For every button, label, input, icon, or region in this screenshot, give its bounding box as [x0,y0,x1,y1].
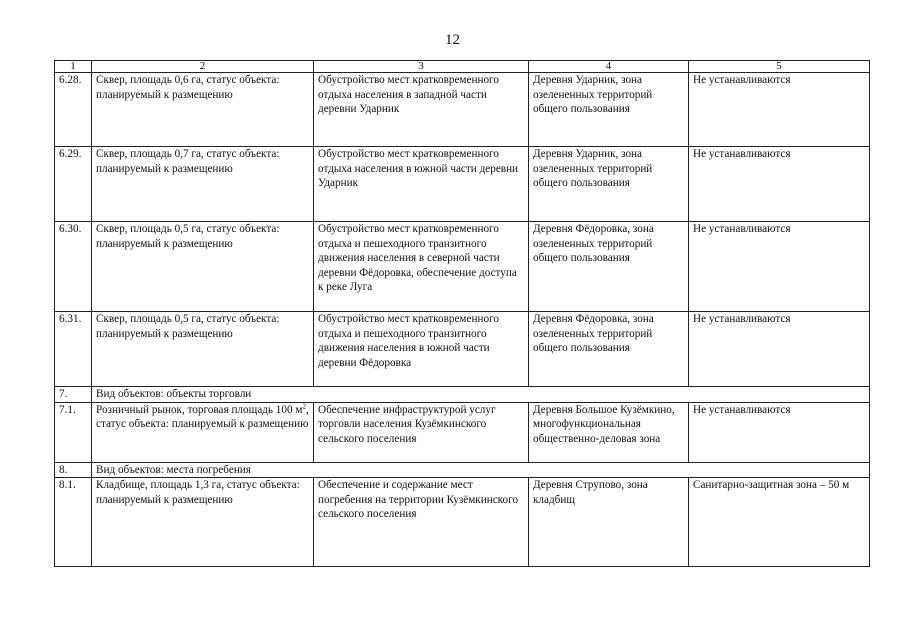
object-description: Кладбище, площадь 1,3 га, статус объекта: планируемый к размещению [92,478,314,567]
section-number: 7. [55,387,92,403]
header-row [55,61,870,73]
row-number: 6.31. [55,312,92,387]
section-row [55,462,870,478]
object-purpose: Обустройство мест кратковременного отдыха и пешеходного транзитного движения населения в южной части деревни Фёдоровка [314,312,529,387]
object-purpose: Обустройство мест кратковременного отдыха населения в западной части деревни Ударник [314,73,529,147]
object-restrictions: Санитарно-защитная зона – 50 м [689,478,870,567]
row-number: 6.29. [55,147,92,222]
object-restrictions: Не устанавливаются [689,312,870,387]
header-col-1: 1 [55,61,92,73]
object-restrictions: Не устанавливаются [689,73,870,147]
row-number: 7.1. [55,402,92,462]
objects-table [54,60,870,567]
table-row [55,478,870,567]
table-row [55,73,870,147]
row-number: 6.28. [55,73,92,147]
object-description [92,402,314,462]
row-number: 6.30. [55,222,92,312]
object-restrictions: Не устанавливаются [689,147,870,222]
header-col-5: 5 [689,61,870,73]
object-location: Деревня Ударник, зона озелененных территорий общего пользования [529,73,689,147]
object-purpose: Обеспечение инфраструктурой услуг торговли населения Кузёмкинского сельского поселения [314,402,529,462]
table-row [55,147,870,222]
object-description: Сквер, площадь 0,5 га, статус объекта: планируемый к размещению [92,222,314,312]
section-number: 8. [55,462,92,478]
table-row [55,222,870,312]
object-description: Сквер, площадь 0,5 га, статус объекта: планируемый к размещению [92,312,314,387]
table-row [55,312,870,387]
object-location: Деревня Ударник, зона озелененных территорий общего пользования [529,147,689,222]
object-location: Деревня Фёдоровка, зона озелененных территорий общего пользования [529,222,689,312]
object-purpose: Обустройство мест кратковременного отдыха населения в южной части деревни Ударник [314,147,529,222]
table-row [55,402,870,462]
section-title: Вид объектов: места погребения [92,462,870,478]
object-location: Деревня Большое Кузёмкино, многофункциональная общественно-деловая зона [529,402,689,462]
object-description: Сквер, площадь 0,6 га, статус объекта: планируемый к размещению [92,73,314,147]
header-col-4: 4 [529,61,689,73]
object-purpose: Обеспечение и содержание мест погребения на территории Кузёмкинского сельского поселения [314,478,529,567]
area-unit-superscript: 2 [302,402,306,410]
description-text-rest: , статус объекта: планируемый к размещению [96,403,309,431]
row-number: 8.1. [55,478,92,567]
object-location: Деревня Фёдоровка, зона озелененных территорий общего пользования [529,312,689,387]
object-location: Деревня Струпово, зона кладбищ [529,478,689,567]
section-title: Вид объектов: объекты торговли [92,387,870,403]
object-description: Сквер, площадь 0,7 га, статус объекта: планируемый к размещению [92,147,314,222]
header-col-2: 2 [92,61,314,73]
object-restrictions: Не устанавливаются [689,222,870,312]
header-col-3: 3 [314,61,529,73]
page-number: 12 [445,32,460,48]
object-purpose: Обустройство мест кратковременного отдыха и пешеходного транзитного движения населения в северной части деревни Фёдоровка, обеспечение доступа к реке Луга [314,222,529,312]
description-text: Розничный рынок, торговая площадь 100 м [96,403,303,416]
section-row [55,387,870,403]
object-restrictions: Не устанавливаются [689,402,870,462]
